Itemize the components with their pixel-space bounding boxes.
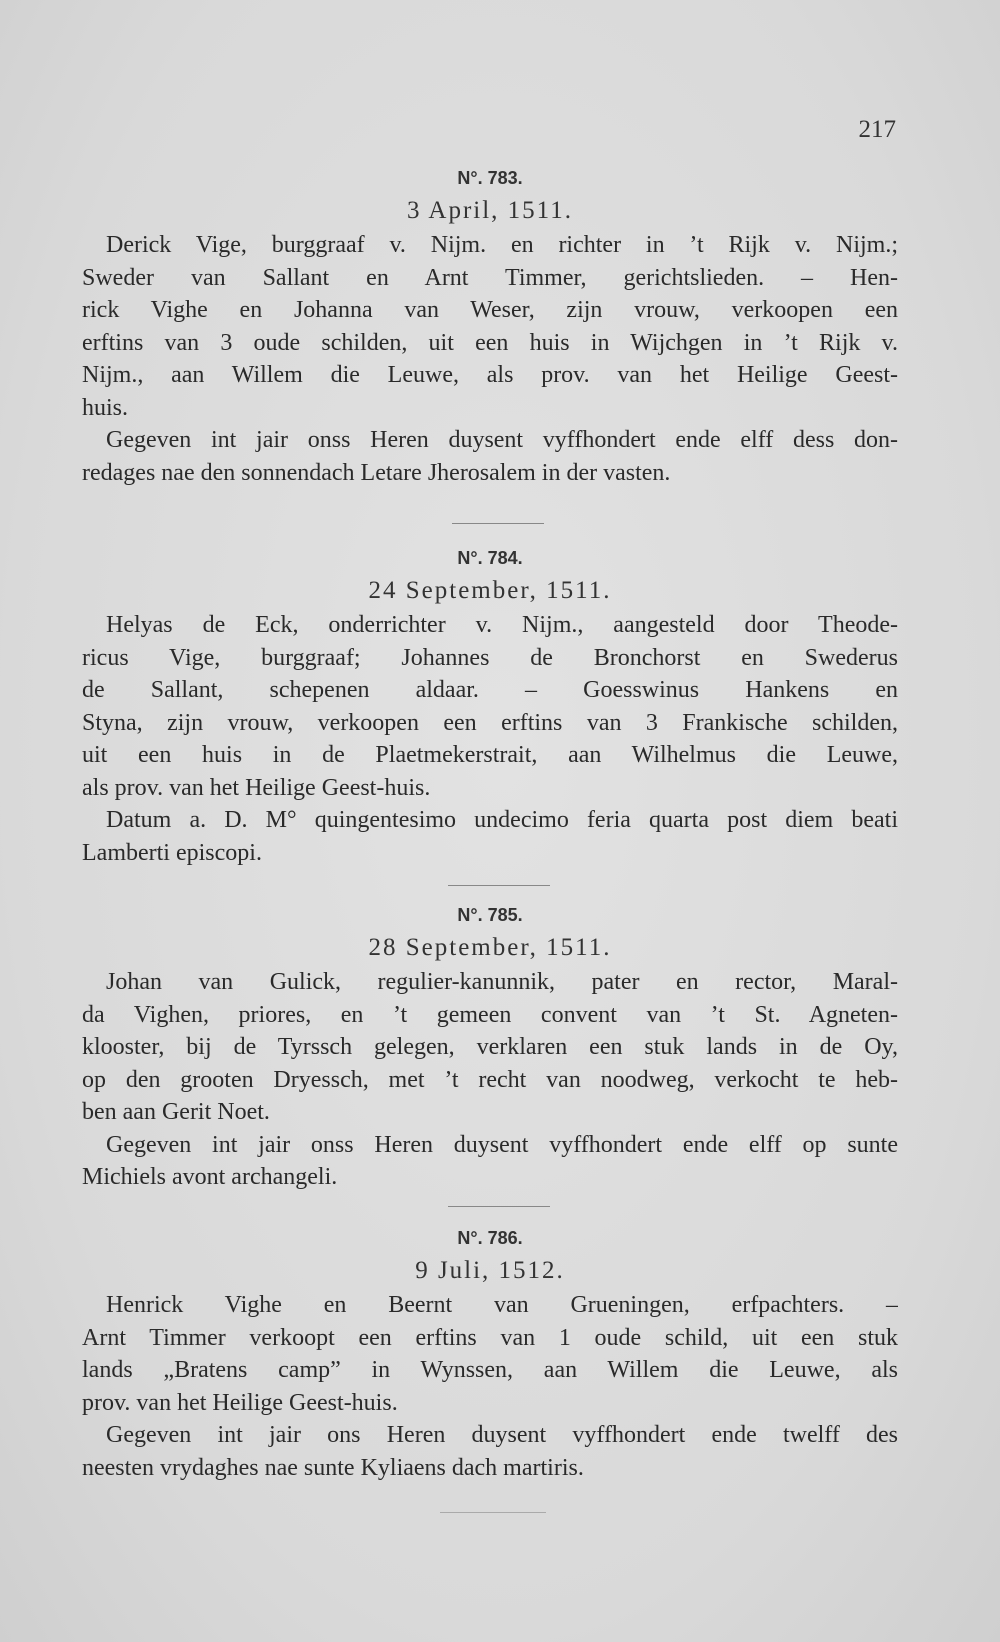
entry-number: N°. 786.	[457, 1228, 523, 1248]
separator-line	[440, 1512, 546, 1513]
separator-line	[452, 523, 544, 524]
entry-number: N°. 784.	[457, 548, 523, 568]
text-line: Gegeven int jair ons Heren duysent vyffhondert ende twelff des	[106, 1422, 898, 1448]
entry-date: 28 September, 1511.	[368, 934, 612, 961]
text-line: rick Vighe en Johanna van Weser, zijn vrouw, verkoopen een	[82, 297, 898, 323]
text-line: redages nae den sonnendach Letare Jherosalem in der vasten.	[82, 459, 671, 486]
text-line: op den grooten Dryessch, met ’t recht van noodweg, verkocht te heb-	[82, 1066, 898, 1093]
entry-date: 9 Juli, 1512.	[415, 1257, 565, 1284]
text-line: uit een huis in de Plaetmekerstrait, aan Wilhelmus die Leuwe,	[82, 742, 898, 768]
text-line: neesten vrydaghes nae sunte Kyliaens dach martiris.	[82, 1454, 584, 1481]
text-line: huis.	[82, 394, 129, 421]
text-line: prov. van het Heilige Geest-huis.	[82, 1389, 398, 1416]
text-line: klooster, bij de Tyrssch gelegen, verklaren een stuk lands in de Oy,	[82, 1034, 898, 1060]
text-line: ricus Vige, burggraaf; Johannes de Bronchorst en Swederus	[82, 644, 898, 671]
text-line: Michiels avont archangeli.	[82, 1164, 338, 1190]
text-line: als prov. van het Heilige Geest-huis.	[82, 774, 431, 801]
entry-date: 3 April, 1511.	[407, 197, 573, 224]
separator-line	[448, 885, 550, 886]
page-number: 217	[858, 116, 896, 143]
text-line: Nijm., aan Willem die Leuwe, als prov. van het Heilige Geest-	[82, 362, 898, 388]
text-line: ben aan Gerit Noet.	[82, 1099, 270, 1125]
text-line: Johan van Gulick, regulier-kanunnik, pater en rector, Maral-	[106, 969, 898, 995]
text-line: Lamberti episcopi.	[82, 839, 262, 866]
text-line: da Vighen, priores, en ’t gemeen convent van ’t St. Agneten-	[82, 1001, 898, 1028]
text-line: Datum a. D. M° quingentesimo undecimo feria quarta post diem beati	[106, 807, 898, 833]
entry-date: 24 September, 1511.	[368, 577, 612, 604]
entry-number: N°. 785.	[457, 905, 523, 925]
text-line: de Sallant, schepenen aldaar. – Goesswinus Hankens en	[82, 677, 898, 703]
text-line: erftins van 3 oude schilden, uit een huis in Wijchgen in ’t Rijk v.	[82, 329, 898, 356]
text-line: Helyas de Eck, onderrichter v. Nijm., aangesteld door Theode-	[106, 612, 898, 638]
text-line: Arnt Timmer verkoopt een erftins van 1 oude schild, uit een stuk	[82, 1324, 898, 1351]
entry-784	[82, 548, 898, 869]
entry-786	[82, 1228, 898, 1484]
separator-line	[448, 1206, 550, 1207]
entry-785	[82, 905, 898, 1194]
text-line: Gegeven int jair onss Heren duysent vyffhondert ende elff dess don-	[106, 427, 898, 453]
text-line: Gegeven int jair onss Heren duysent vyffhondert ende elff op sunte	[106, 1131, 898, 1158]
text-line: Henrick Vighe en Beernt van Grueningen, erfpachters. –	[106, 1292, 898, 1318]
entry-783	[82, 168, 898, 489]
text-line: Styna, zijn vrouw, verkoopen een erftins van 3 Frankische schilden,	[82, 709, 898, 736]
entry-number: N°. 783.	[457, 168, 523, 188]
text-line: Sweder van Sallant en Arnt Timmer, gerichtslieden. – Hen-	[82, 264, 898, 291]
text-line: Derick Vige, burggraaf v. Nijm. en richter in ’t Rijk v. Nijm.;	[106, 232, 898, 258]
text-line: lands „Bratens camp” in Wynssen, aan Willem die Leuwe, als	[82, 1357, 898, 1383]
